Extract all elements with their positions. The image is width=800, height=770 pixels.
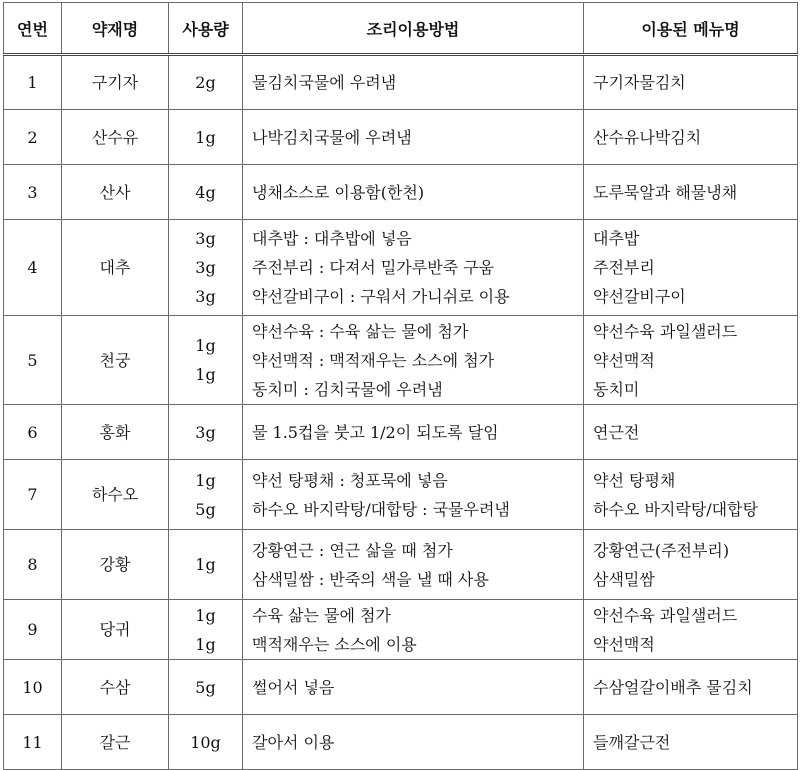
cell-method [243,530,584,600]
cell-method [243,600,584,660]
cell-no: 6 [4,405,62,460]
cell-no: 8 [4,530,62,600]
cell-method [243,715,584,770]
cell-menu-line: 수삼얼갈이배추 물김치 [593,677,753,697]
table-header [4,3,798,55]
cell-menu-line: 약선수육 과일샐러드 [593,605,738,625]
cell-method-line: 삼색밀쌈 : 반죽의 색을 낼 때 사용 [252,569,489,589]
cell-amount-line: 5g [195,677,216,697]
cell-menu [584,165,798,220]
cell-no: 9 [4,600,62,660]
header-menu: 이용된 메뉴명 [584,3,798,55]
cell-menu-line: 연근전 [593,422,640,442]
cell-menu-line: 산수유나박김치 [593,127,702,147]
header-amount: 사용량 [169,3,243,55]
cell-no: 7 [4,460,62,530]
cell-menu-line: 강황연근(주전부리) [593,540,730,560]
cell-menu [584,660,798,715]
cell-menu-line: 약선갈비구이 [593,287,686,306]
table-row [4,600,798,660]
table-row [4,460,798,530]
cell-method-line: 약선수육 : 수육 삶는 물에 첨가 [252,321,469,341]
herb-usage-table-container [3,2,797,770]
table-row [4,220,798,316]
cell-amount [169,405,243,460]
cell-menu-line: 약선맥적 [593,350,655,370]
cell-herb: 당귀 [62,600,169,660]
cell-menu-line: 하수오 바지락탕/대합탕 [593,499,759,519]
cell-method-line: 냉채소스로 이용함(한천) [252,182,425,202]
cell-amount-line: 1g [195,605,216,625]
cell-menu [584,530,798,600]
cell-menu-line: 도루묵알과 해물냉채 [593,182,738,202]
cell-herb: 천궁 [62,316,169,405]
header-herb: 약재명 [62,3,169,55]
table-row [4,55,798,110]
cell-no: 4 [4,220,62,316]
cell-menu [584,715,798,770]
cell-herb: 산사 [62,165,169,220]
cell-no: 2 [4,110,62,165]
cell-menu [584,405,798,460]
cell-menu-line: 삼색밀쌈 [593,569,655,589]
cell-amount [169,316,243,405]
cell-method [243,110,584,165]
cell-menu-line: 약선 탕평채 [593,470,676,490]
cell-herb: 강황 [62,530,169,600]
table-row [4,405,798,460]
cell-amount-line: 3g [195,258,216,277]
table-row [4,530,798,600]
cell-amount-line: 1g [195,365,216,384]
cell-menu-line: 들깨갈근전 [593,732,671,752]
cell-method [243,660,584,715]
cell-method [243,460,584,530]
cell-method-line: 약선갈비구이 : 구워서 가니쉬로 이용 [252,287,510,306]
cell-amount-line: 2g [195,73,216,92]
cell-herb: 갈근 [62,715,169,770]
cell-menu [584,220,798,316]
cell-amount [169,530,243,600]
cell-menu [584,110,798,165]
cell-amount-line: 1g [195,470,216,490]
cell-method [243,220,584,316]
cell-menu-line: 동치미 [593,379,640,399]
table-row [4,165,798,220]
cell-amount [169,660,243,715]
header-row [4,3,798,55]
cell-herb: 수삼 [62,660,169,715]
cell-amount-line: 1g [195,336,216,355]
cell-method [243,316,584,405]
cell-method-line: 물김치국물에 우려냄 [252,73,397,92]
cell-method-line: 약선 탕평채 : 청포묵에 넣음 [252,470,448,490]
cell-method [243,405,584,460]
cell-amount [169,55,243,110]
cell-amount-line: 1g [195,555,216,574]
cell-amount [169,715,243,770]
cell-method-line: 수육 삶는 물에 첨가 [252,605,391,625]
table-row [4,715,798,770]
table-body [4,55,798,770]
herb-usage-table [3,2,798,770]
cell-no: 3 [4,165,62,220]
cell-method-line: 대추밥 : 대추밥에 넣음 [252,229,412,248]
cell-method-line: 약선맥적 : 맥적재우는 소스에 첨가 [252,350,495,370]
cell-method-line: 주전부리 : 다져서 밀가루반죽 구움 [252,258,495,277]
cell-amount-line: 1g [195,634,216,654]
cell-menu [584,460,798,530]
cell-method [243,55,584,110]
cell-amount [169,220,243,316]
cell-menu-line: 약선맥적 [593,634,655,654]
cell-herb: 홍화 [62,405,169,460]
cell-amount-line: 4g [195,182,216,202]
cell-method-line: 썰어서 넣음 [252,677,335,697]
cell-amount [169,460,243,530]
cell-no: 1 [4,55,62,110]
header-method: 조리이용방법 [243,3,584,55]
cell-method-line: 갈아서 이용 [252,732,335,752]
cell-amount-line: 3g [195,287,216,306]
cell-menu-line: 주전부리 [593,258,655,277]
cell-amount [169,600,243,660]
cell-method-line: 강황연근 : 연근 삶을 때 첨가 [252,540,453,560]
cell-menu-line: 약선수육 과일샐러드 [593,321,738,341]
cell-herb: 하수오 [62,460,169,530]
table-row [4,110,798,165]
cell-amount-line: 3g [195,422,216,442]
table-row [4,660,798,715]
cell-amount [169,110,243,165]
cell-method-line: 나박김치국물에 우려냄 [252,127,412,147]
cell-menu-line: 구기자물김치 [593,73,686,92]
cell-no: 11 [4,715,62,770]
cell-herb: 구기자 [62,55,169,110]
cell-menu-line: 대추밥 [593,229,640,248]
cell-herb: 대추 [62,220,169,316]
cell-menu [584,55,798,110]
cell-amount-line: 3g [195,229,216,248]
cell-no: 10 [4,660,62,715]
cell-menu [584,316,798,405]
cell-method [243,165,584,220]
cell-amount-line: 5g [195,499,216,519]
header-no: 연번 [4,3,62,55]
cell-method-line: 동치미 : 김치국물에 우려냄 [252,379,443,399]
cell-herb: 산수유 [62,110,169,165]
cell-method-line: 하수오 바지락탕/대합탕 : 국물우려냄 [252,499,510,519]
cell-menu [584,600,798,660]
cell-no: 5 [4,316,62,405]
cell-method-line: 물 1.5컵을 붓고 1/2이 되도록 달임 [252,422,499,442]
cell-amount-line: 1g [195,127,216,147]
cell-method-line: 맥적재우는 소스에 이용 [252,634,417,654]
cell-amount [169,165,243,220]
table-row [4,316,798,405]
cell-amount-line: 10g [190,732,221,752]
